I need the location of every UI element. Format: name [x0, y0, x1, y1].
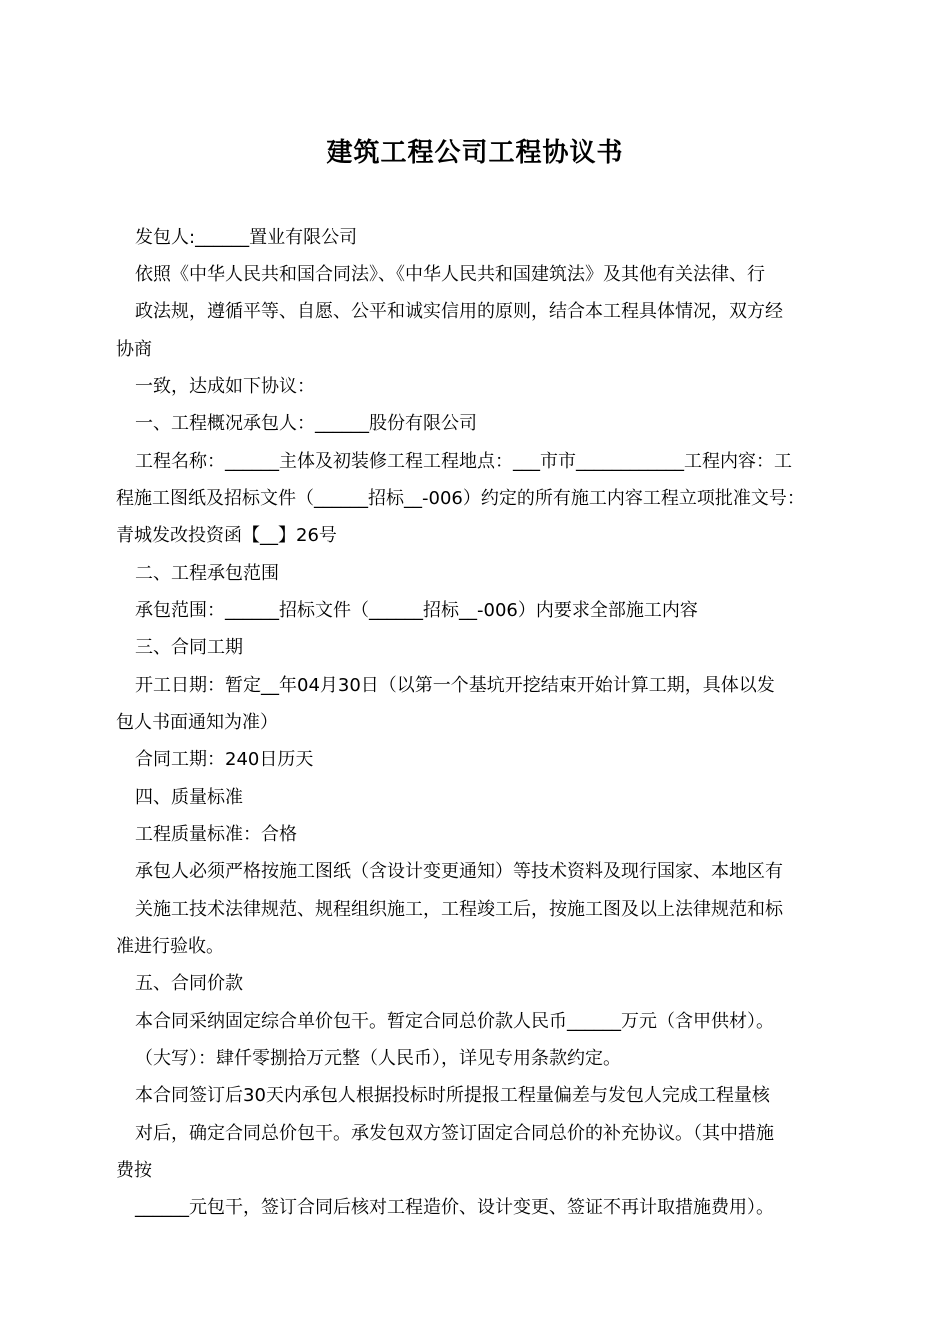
body-text-line: 一致，达成如下协议：	[135, 376, 315, 397]
body-text-line: 开工日期：暂定__年04月30日（以第一个基坑开挖结束开始计算工期，具体以发	[135, 675, 775, 696]
body-text-line: 工程名称：______主体及初装修工程工程地点：___市市____________工程内容：工	[135, 451, 792, 472]
section-heading: 五、合同价款	[135, 973, 243, 994]
body-text-line: 工程质量标准：合格	[135, 824, 297, 845]
body-text-line: 承包人必须严格按施工图纸（含设计变更通知）等技术资料及现行国家、本地区有	[135, 861, 783, 882]
body-text-line: 本合同采纳固定综合单价包干。暂定合同总价款人民币______万元（含甲供材）。	[135, 1011, 774, 1032]
document-title: 建筑工程公司工程协议书	[326, 138, 624, 168]
section-heading: 三、合同工期	[135, 637, 243, 658]
contract-party-line: 发包人:______置业有限公司	[135, 227, 358, 248]
body-text-line: 本合同签订后30天内承包人根据投标时所提报工程量偏差与发包人完成工程量核	[135, 1085, 770, 1106]
body-text-line: 准进行验收。	[116, 936, 224, 957]
body-text-line: 青城发改投资函【__】26号	[116, 525, 337, 546]
section-heading: 二、工程承包范围	[135, 563, 279, 584]
body-text-line: （大写）：肆仟零捌拾万元整（人民币），详见专用条款约定。	[135, 1048, 621, 1069]
body-text-line: 关施工技术法律规范、规程组织施工，工程竣工后，按施工图及以上法律规范和标	[135, 899, 783, 920]
section-heading: 四、质量标准	[135, 787, 243, 808]
body-text-line: 包人书面通知为准）	[116, 712, 278, 733]
section-heading: 一、工程概况承包人：______股份有限公司	[135, 413, 477, 434]
body-text-line: ______元包干，签订合同后核对工程造价、设计变更、签证不再计取措施费用）。	[135, 1197, 774, 1218]
body-text-line: 费按	[116, 1160, 152, 1181]
body-text-line: 程施工图纸及招标文件（______招标__-006）约定的所有施工内容工程立项批准文号：	[116, 488, 805, 509]
body-text-line: 协商	[116, 339, 152, 360]
body-text-line: 依照《中华人民共和国合同法》、《中华人民共和国建筑法》及其他有关法律、行	[135, 264, 765, 285]
body-text-line: 对后，确定合同总价包干。承发包双方签订固定合同总价的补充协议。（其中措施	[135, 1123, 774, 1144]
body-text-line: 政法规，遵循平等、自愿、公平和诚实信用的原则，结合本工程具体情况，双方经	[135, 301, 783, 322]
body-text-line: 承包范围：______招标文件（______招标__-006）内要求全部施工内容	[135, 600, 698, 621]
body-text-line: 合同工期：240日历天	[135, 749, 314, 770]
